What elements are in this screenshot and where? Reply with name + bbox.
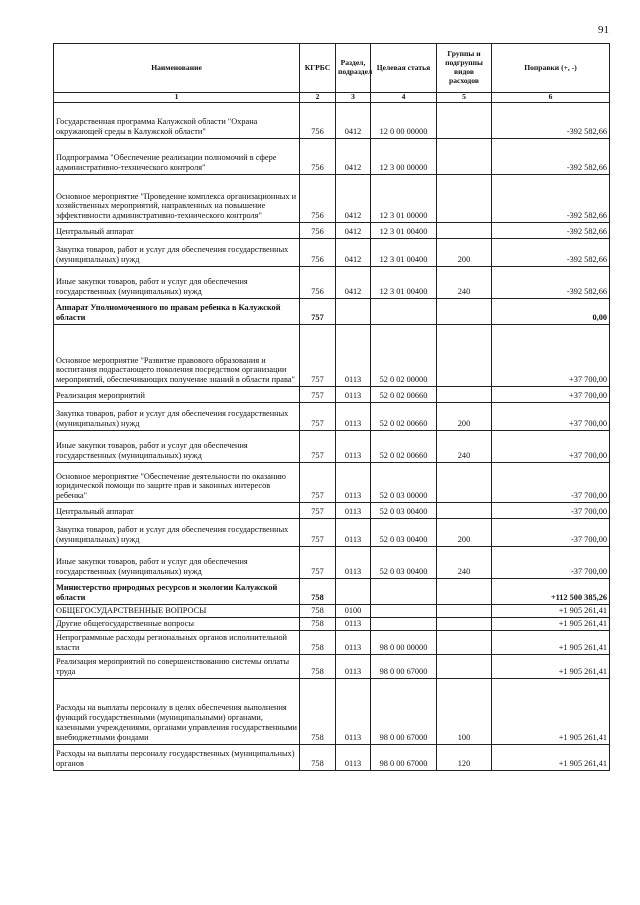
row-target-article: 12 3 01 00000 <box>371 175 437 223</box>
row-name: Расходы на выплаты персоналу в целях обеспечения выполнения функций государственными (муниципальными) органами, казенными учреждениями, органами управления государственными внебюджетными фондами <box>54 678 300 744</box>
column-number: 6 <box>492 93 610 103</box>
row-target-article <box>371 579 437 605</box>
row-kgrbs: 758 <box>300 630 336 654</box>
table-row <box>54 239 610 267</box>
row-target-article: 12 0 00 00000 <box>371 103 437 139</box>
table-row <box>54 630 610 654</box>
table-row <box>54 617 610 630</box>
row-expense-group <box>437 617 492 630</box>
row-target-article: 12 3 01 00400 <box>371 239 437 267</box>
row-expense-group <box>437 175 492 223</box>
row-name: Закупка товаров, работ и услуг для обеспечения государственных (муниципальных) нужд <box>54 403 300 431</box>
row-expense-group <box>437 387 492 403</box>
row-expense-group <box>437 503 492 519</box>
row-section: 0412 <box>336 103 371 139</box>
table-row <box>54 519 610 547</box>
header-kgrbs: КГРБС <box>300 44 336 93</box>
row-target-article: 52 0 02 00000 <box>371 325 437 387</box>
row-kgrbs: 758 <box>300 579 336 605</box>
row-kgrbs: 757 <box>300 387 336 403</box>
row-kgrbs: 757 <box>300 463 336 503</box>
row-section: 0113 <box>336 519 371 547</box>
header-target-article: Целевая статья <box>371 44 437 93</box>
row-name: Подпрограмма "Обеспечение реализации полномочий в сфере административно-технического контроля" <box>54 139 300 175</box>
row-target-article: 12 3 01 00400 <box>371 223 437 239</box>
row-amount: -392 582,66 <box>492 223 610 239</box>
table-row <box>54 223 610 239</box>
row-section: 0113 <box>336 387 371 403</box>
row-target-article: 98 0 00 67000 <box>371 744 437 770</box>
header-section: Раздел, подраздел <box>336 44 371 93</box>
row-kgrbs: 758 <box>300 678 336 744</box>
row-name: ОБЩЕГОСУДАРСТВЕННЫЕ ВОПРОСЫ <box>54 605 300 618</box>
row-kgrbs: 757 <box>300 503 336 519</box>
row-expense-group <box>437 605 492 618</box>
row-name: Аппарат Уполномоченного по правам ребенка в Калужской области <box>54 299 300 325</box>
row-section: 0100 <box>336 605 371 618</box>
row-target-article: 52 0 02 00660 <box>371 403 437 431</box>
row-expense-group: 240 <box>437 431 492 463</box>
row-section <box>336 579 371 605</box>
row-name: Закупка товаров, работ и услуг для обеспечения государственных (муниципальных) нужд <box>54 239 300 267</box>
row-expense-group <box>437 630 492 654</box>
row-amount: +1 905 261,41 <box>492 605 610 618</box>
row-kgrbs: 758 <box>300 605 336 618</box>
row-expense-group: 240 <box>437 267 492 299</box>
row-section: 0412 <box>336 175 371 223</box>
column-number: 4 <box>371 93 437 103</box>
row-kgrbs: 758 <box>300 617 336 630</box>
row-name: Закупка товаров, работ и услуг для обеспечения государственных (муниципальных) нужд <box>54 519 300 547</box>
row-kgrbs: 756 <box>300 139 336 175</box>
row-amount: +1 905 261,41 <box>492 678 610 744</box>
row-amount: -37 700,00 <box>492 503 610 519</box>
row-name: Реализация мероприятий <box>54 387 300 403</box>
table-body <box>54 103 610 771</box>
row-amount: +37 700,00 <box>492 431 610 463</box>
row-section: 0113 <box>336 547 371 579</box>
row-expense-group <box>437 223 492 239</box>
row-kgrbs: 756 <box>300 175 336 223</box>
row-amount: +112 500 385,26 <box>492 579 610 605</box>
row-kgrbs: 758 <box>300 744 336 770</box>
row-expense-group: 240 <box>437 547 492 579</box>
row-expense-group: 200 <box>437 403 492 431</box>
budget-amendments-table <box>53 43 610 771</box>
page-number: 91 <box>598 24 609 36</box>
row-section: 0113 <box>336 503 371 519</box>
row-target-article: 52 0 03 00400 <box>371 503 437 519</box>
row-expense-group: 100 <box>437 678 492 744</box>
row-section <box>336 299 371 325</box>
row-kgrbs: 757 <box>300 403 336 431</box>
row-amount: +37 700,00 <box>492 325 610 387</box>
row-section: 0113 <box>336 630 371 654</box>
row-name: Центральный аппарат <box>54 223 300 239</box>
row-name: Иные закупки товаров, работ и услуг для обеспечения государственных (муниципальных) нужд <box>54 267 300 299</box>
row-expense-group <box>437 325 492 387</box>
row-expense-group <box>437 103 492 139</box>
row-expense-group <box>437 139 492 175</box>
row-name: Реализация мероприятий по совершенствованию системы оплаты труда <box>54 654 300 678</box>
table-row <box>54 403 610 431</box>
row-target-article: 52 0 03 00400 <box>371 547 437 579</box>
row-target-article: 52 0 03 00400 <box>371 519 437 547</box>
row-amount: +37 700,00 <box>492 403 610 431</box>
row-amount: +1 905 261,41 <box>492 630 610 654</box>
row-expense-group: 120 <box>437 744 492 770</box>
header-expense-group: Группы и подгруппы видов расходов <box>437 44 492 93</box>
row-expense-group: 200 <box>437 239 492 267</box>
column-number: 2 <box>300 93 336 103</box>
row-name: Основное мероприятие "Проведение комплекса организационных и хозяйственных мероприятий, направленных на повышение эффективности административно-технического контроля" <box>54 175 300 223</box>
row-kgrbs: 757 <box>300 431 336 463</box>
table-row <box>54 267 610 299</box>
table-row <box>54 387 610 403</box>
table-row <box>54 654 610 678</box>
row-name: Министерство природных ресурсов и экологии Калужской области <box>54 579 300 605</box>
column-number-row <box>54 93 610 103</box>
row-amount: +1 905 261,41 <box>492 744 610 770</box>
row-amount: -392 582,66 <box>492 139 610 175</box>
row-name: Другие общегосударственные вопросы <box>54 617 300 630</box>
row-expense-group <box>437 299 492 325</box>
row-name: Центральный аппарат <box>54 503 300 519</box>
header-name: Наименование <box>54 44 300 93</box>
row-name: Государственная программа Калужской области "Охрана окружающей среды в Калужской области" <box>54 103 300 139</box>
row-target-article: 12 3 00 00000 <box>371 139 437 175</box>
table-row <box>54 325 610 387</box>
table-row <box>54 103 610 139</box>
row-section: 0412 <box>336 239 371 267</box>
row-expense-group <box>437 463 492 503</box>
row-section: 0412 <box>336 267 371 299</box>
header-amendments: Поправки (+, -) <box>492 44 610 93</box>
row-amount: +37 700,00 <box>492 387 610 403</box>
row-name: Расходы на выплаты персоналу государственных (муниципальных) органов <box>54 744 300 770</box>
row-name: Иные закупки товаров, работ и услуг для обеспечения государственных (муниципальных) нужд <box>54 431 300 463</box>
row-target-article: 98 0 00 67000 <box>371 654 437 678</box>
row-amount: +1 905 261,41 <box>492 617 610 630</box>
row-target-article: 52 0 02 00660 <box>371 431 437 463</box>
row-target-article: 98 0 00 67000 <box>371 678 437 744</box>
row-name: Основное мероприятие "Развитие правового образования и воспитания подрастающего поколения посредством организации мероприятий, обеспечивающих получение знаний в области права" <box>54 325 300 387</box>
row-target-article <box>371 617 437 630</box>
column-number: 1 <box>54 93 300 103</box>
row-kgrbs: 756 <box>300 267 336 299</box>
row-section: 0113 <box>336 325 371 387</box>
row-amount: -37 700,00 <box>492 519 610 547</box>
table-row <box>54 463 610 503</box>
table-row <box>54 431 610 463</box>
row-kgrbs: 757 <box>300 299 336 325</box>
row-target-article <box>371 299 437 325</box>
row-section: 0412 <box>336 223 371 239</box>
row-name: Основное мероприятие "Обеспечение деятельности по оказанию юридической помощи по защите прав и законных интересов ребенка" <box>54 463 300 503</box>
row-amount: -392 582,66 <box>492 103 610 139</box>
table-row <box>54 744 610 770</box>
row-amount: -392 582,66 <box>492 175 610 223</box>
row-section: 0113 <box>336 617 371 630</box>
table-header-row <box>54 44 610 93</box>
row-expense-group <box>437 654 492 678</box>
column-number: 3 <box>336 93 371 103</box>
row-amount: 0,00 <box>492 299 610 325</box>
row-amount: -37 700,00 <box>492 463 610 503</box>
table-row <box>54 579 610 605</box>
row-kgrbs: 758 <box>300 654 336 678</box>
table-row <box>54 139 610 175</box>
row-target-article: 52 0 02 00660 <box>371 387 437 403</box>
row-section: 0113 <box>336 463 371 503</box>
column-number: 5 <box>437 93 492 103</box>
table-row <box>54 605 610 618</box>
row-amount: -392 582,66 <box>492 267 610 299</box>
row-expense-group: 200 <box>437 519 492 547</box>
row-section: 0113 <box>336 678 371 744</box>
row-kgrbs: 757 <box>300 325 336 387</box>
row-name: Непрограммные расходы региональных органов исполнительной власти <box>54 630 300 654</box>
row-target-article: 52 0 03 00000 <box>371 463 437 503</box>
row-section: 0113 <box>336 403 371 431</box>
row-amount: -392 582,66 <box>492 239 610 267</box>
row-section: 0412 <box>336 139 371 175</box>
row-kgrbs: 756 <box>300 239 336 267</box>
row-kgrbs: 756 <box>300 223 336 239</box>
row-section: 0113 <box>336 431 371 463</box>
row-target-article <box>371 605 437 618</box>
table-row <box>54 678 610 744</box>
row-amount: -37 700,00 <box>492 547 610 579</box>
table-row <box>54 299 610 325</box>
row-kgrbs: 757 <box>300 547 336 579</box>
table-row <box>54 175 610 223</box>
table-row <box>54 503 610 519</box>
row-section: 0113 <box>336 744 371 770</box>
table-row <box>54 547 610 579</box>
row-kgrbs: 756 <box>300 103 336 139</box>
row-target-article: 12 3 01 00400 <box>371 267 437 299</box>
row-target-article: 98 0 00 00000 <box>371 630 437 654</box>
row-kgrbs: 757 <box>300 519 336 547</box>
row-expense-group <box>437 579 492 605</box>
row-amount: +1 905 261,41 <box>492 654 610 678</box>
row-section: 0113 <box>336 654 371 678</box>
row-name: Иные закупки товаров, работ и услуг для обеспечения государственных (муниципальных) нужд <box>54 547 300 579</box>
